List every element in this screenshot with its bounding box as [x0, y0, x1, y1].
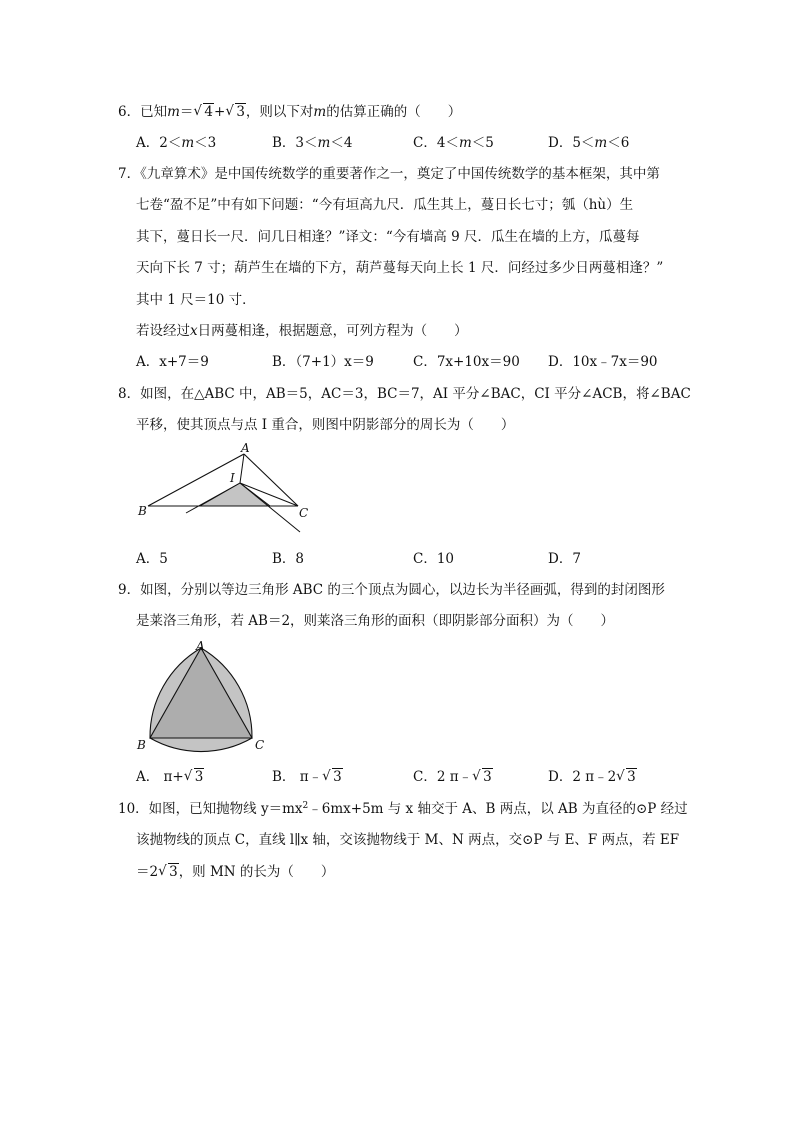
q8-option-a[interactable]: A．5	[136, 551, 168, 567]
q7-line-6: 若设经过x日两蔓相逢，根据题意，可列方程为（ ）	[136, 323, 468, 339]
q8-option-c[interactable]: C．10	[413, 551, 455, 567]
q7-line-2: 七卷“盈不足”中有如下问题：“今有垣高九尺．瓜生其上，蔓日长七寸；瓠（hù）生	[136, 197, 634, 213]
q9-option-a[interactable]: A． π+√ 3	[136, 767, 204, 787]
question-number: 6．	[118, 104, 141, 120]
q6-option-d[interactable]: D．5＜m＜6	[548, 135, 630, 151]
q6-option-a[interactable]: A．2＜m＜3	[136, 135, 217, 151]
q7-option-c[interactable]: C．7x+10x＝90	[413, 354, 520, 370]
q9-label-a: A	[196, 639, 205, 653]
q9-line-1: 9．如图，分别以等边三角形 ABC 的三个顶点为圆心，以边长为半径画弧，得到的封闭图形	[118, 582, 665, 598]
q8-option-d[interactable]: D．7	[548, 551, 581, 567]
q7-line-1: 7．《九章算术》是中国传统数学的重要著作之一，奠定了中国传统数学的基本框架，其中第	[118, 166, 660, 182]
q7-option-b[interactable]: B．（7+1）x＝9	[272, 354, 374, 370]
q8-label-c: C	[299, 506, 309, 520]
q9-option-c[interactable]: C．2 π﹣√ 3	[413, 767, 493, 787]
q9-line-2: 是莱洛三角形，若 AB＝2，则莱洛三角形的面积（即阴影部分面积）为（ ）	[136, 613, 615, 629]
q10-line-1: 10．如图，已知抛物线 $y=mx^2﹣6mx+5m$ 与 x 轴交于 A、B 两点，以 AB 为直径的⊙P 经过	[118, 801, 688, 817]
q7-option-d[interactable]: D．10x﹣7x＝90	[548, 354, 658, 370]
q8-label-i: I	[230, 471, 235, 485]
q8-line-2: 平移，使其顶点与点 I 重合，则图中阴影部分的周长为（ ）	[136, 417, 515, 433]
q7-option-a[interactable]: A．x+7＝9	[136, 354, 209, 370]
q8-label-a: A	[241, 441, 250, 455]
q9-option-d[interactable]: D．2 π﹣2√ 3	[548, 767, 637, 787]
q7-line-3: 其下，蔓日长一尺．问几日相逢？”译文：“今有墙高 9 尺．瓜生在墙的上方，瓜蔓每	[136, 229, 640, 245]
q7-line-5: 其中 1 尺＝10 寸．	[136, 292, 256, 308]
q10-line-2: 该抛物线的顶点 C，直线 l∥x 轴，交该抛物线于 M、N 两点，交⊙P 与 E、F 两点，若 EF	[136, 832, 680, 848]
sqrt-3: √ 3	[226, 102, 246, 122]
q8-label-b: B	[138, 504, 147, 518]
q9-label-b: B	[137, 738, 146, 752]
sqrt-4: √ 4	[194, 102, 214, 122]
q7-line-4: 天向下长 7 寸；葫芦生在墙的下方，葫芦蔓每天向上长 1 尺．问经过多少日两蔓相逢？”	[136, 260, 664, 276]
question-6-stem: 6．已知m＝√ 4+√ 3，则以下对m的估算正确的（ ）	[118, 102, 461, 122]
q8-option-b[interactable]: B．8	[272, 551, 305, 567]
q9-label-c: C	[255, 738, 265, 752]
q8-line-1: 8．如图，在△ABC 中，AB＝5，AC＝3，BC＝7，AI 平分∠BAC，CI 平分∠ACB，将∠BAC	[118, 386, 691, 402]
q9-option-b[interactable]: B． π﹣√ 3	[272, 767, 343, 787]
q6-option-c[interactable]: C．4＜m＜5	[413, 135, 494, 151]
q6-option-b[interactable]: B．3＜m＜4	[272, 135, 353, 151]
q10-line-3: ＝2√ 3，则 MN 的长为（ ）	[136, 862, 334, 882]
